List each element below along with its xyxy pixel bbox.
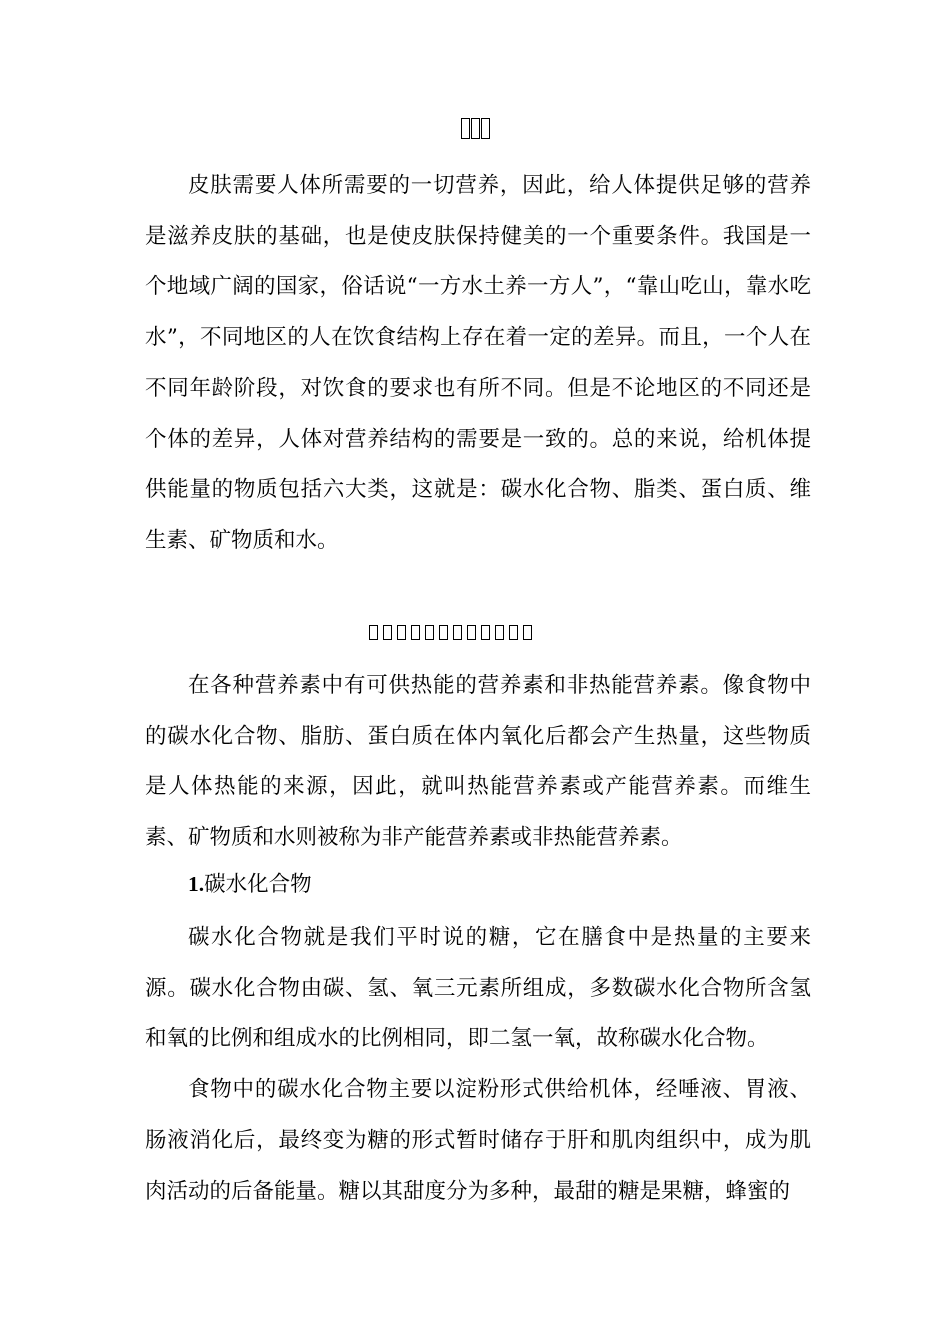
paragraph-intro: 皮肤需要人体所需要的一切营养，因此，给人体提供足够的营养是滋养皮肤的基础，也是使皮肤保持健美的一个重要条件。我国是一个地域广阔的国家，俗话说“一方水土养一方人”，“靠山吃山，靠水吃水”，不同地区的人在饮食结构上存在着一定的差异。而且，一个人在不同年龄阶段，对饮食的要求也有所不同。但是不论地区的不同还是个体的差异，人体对营养结构的需要是一致的。总的来说，给机体提供能量的物质包括六大类，这就是：碳水化合物、脂类、蛋白质、维生素、矿物质和水。 — [145, 173, 811, 553]
missing-glyph-icon — [425, 625, 434, 640]
missing-glyph-icon — [383, 625, 392, 640]
section-title: 碳水化合物 — [204, 872, 312, 897]
section-number: 1. — [188, 872, 205, 896]
paragraph-carbohydrates-definition: 碳水化合物就是我们平时说的糖，它在膳食中是热量的主要来源。碳水化合物由碳、氢、氧三元素所组成，多数碳水化合物所含氢和氧的比例和组成水的比例相同，即二氢一氧，故称碳水化合物。 — [145, 925, 811, 1052]
missing-glyph-icon — [461, 118, 470, 139]
section-subtitle-missing-glyphs — [0, 620, 950, 644]
missing-glyph-icon — [471, 118, 480, 139]
intro-text-block — [145, 161, 811, 567]
missing-glyph-icon — [509, 625, 518, 640]
nutrients-text-block — [145, 661, 811, 864]
missing-glyph-icon — [397, 625, 406, 640]
paragraph-nutrients: 在各种营养素中有可供热能的营养素和非热能营养素。像食物中的碳水化合物、脂肪、蛋白质在体内氧化后都会产生热量，这些物质是人体热能的来源，因此，就叫热能营养素或产能营养素。而维生素、矿物质和水则被称为非产能营养素或非热能营养素。 — [145, 673, 811, 851]
missing-glyph-icon — [495, 625, 504, 640]
missing-glyph-icon — [481, 118, 490, 139]
missing-glyph-icon — [453, 625, 462, 640]
missing-glyph-icon — [467, 625, 476, 640]
carbohydrates-text-block — [145, 913, 811, 1217]
missing-glyph-icon — [411, 625, 420, 640]
paragraph-carbohydrates-digestion: 食物中的碳水化合物主要以淀粉形式供给机体，经唾液、胃液、肠液消化后，最终变为糖的形式暂时储存于肝和肌肉组织中，成为肌肉活动的后备能量。糖以其甜度分为多种，最甜的糖是果糖，蜂蜜的 — [145, 1077, 811, 1204]
missing-glyph-icon — [523, 625, 532, 640]
missing-glyph-icon — [369, 625, 378, 640]
missing-glyph-icon — [481, 625, 490, 640]
section-heading-carbohydrates — [188, 859, 312, 910]
document-title-missing-glyphs — [0, 112, 950, 142]
missing-glyph-icon — [439, 625, 448, 640]
